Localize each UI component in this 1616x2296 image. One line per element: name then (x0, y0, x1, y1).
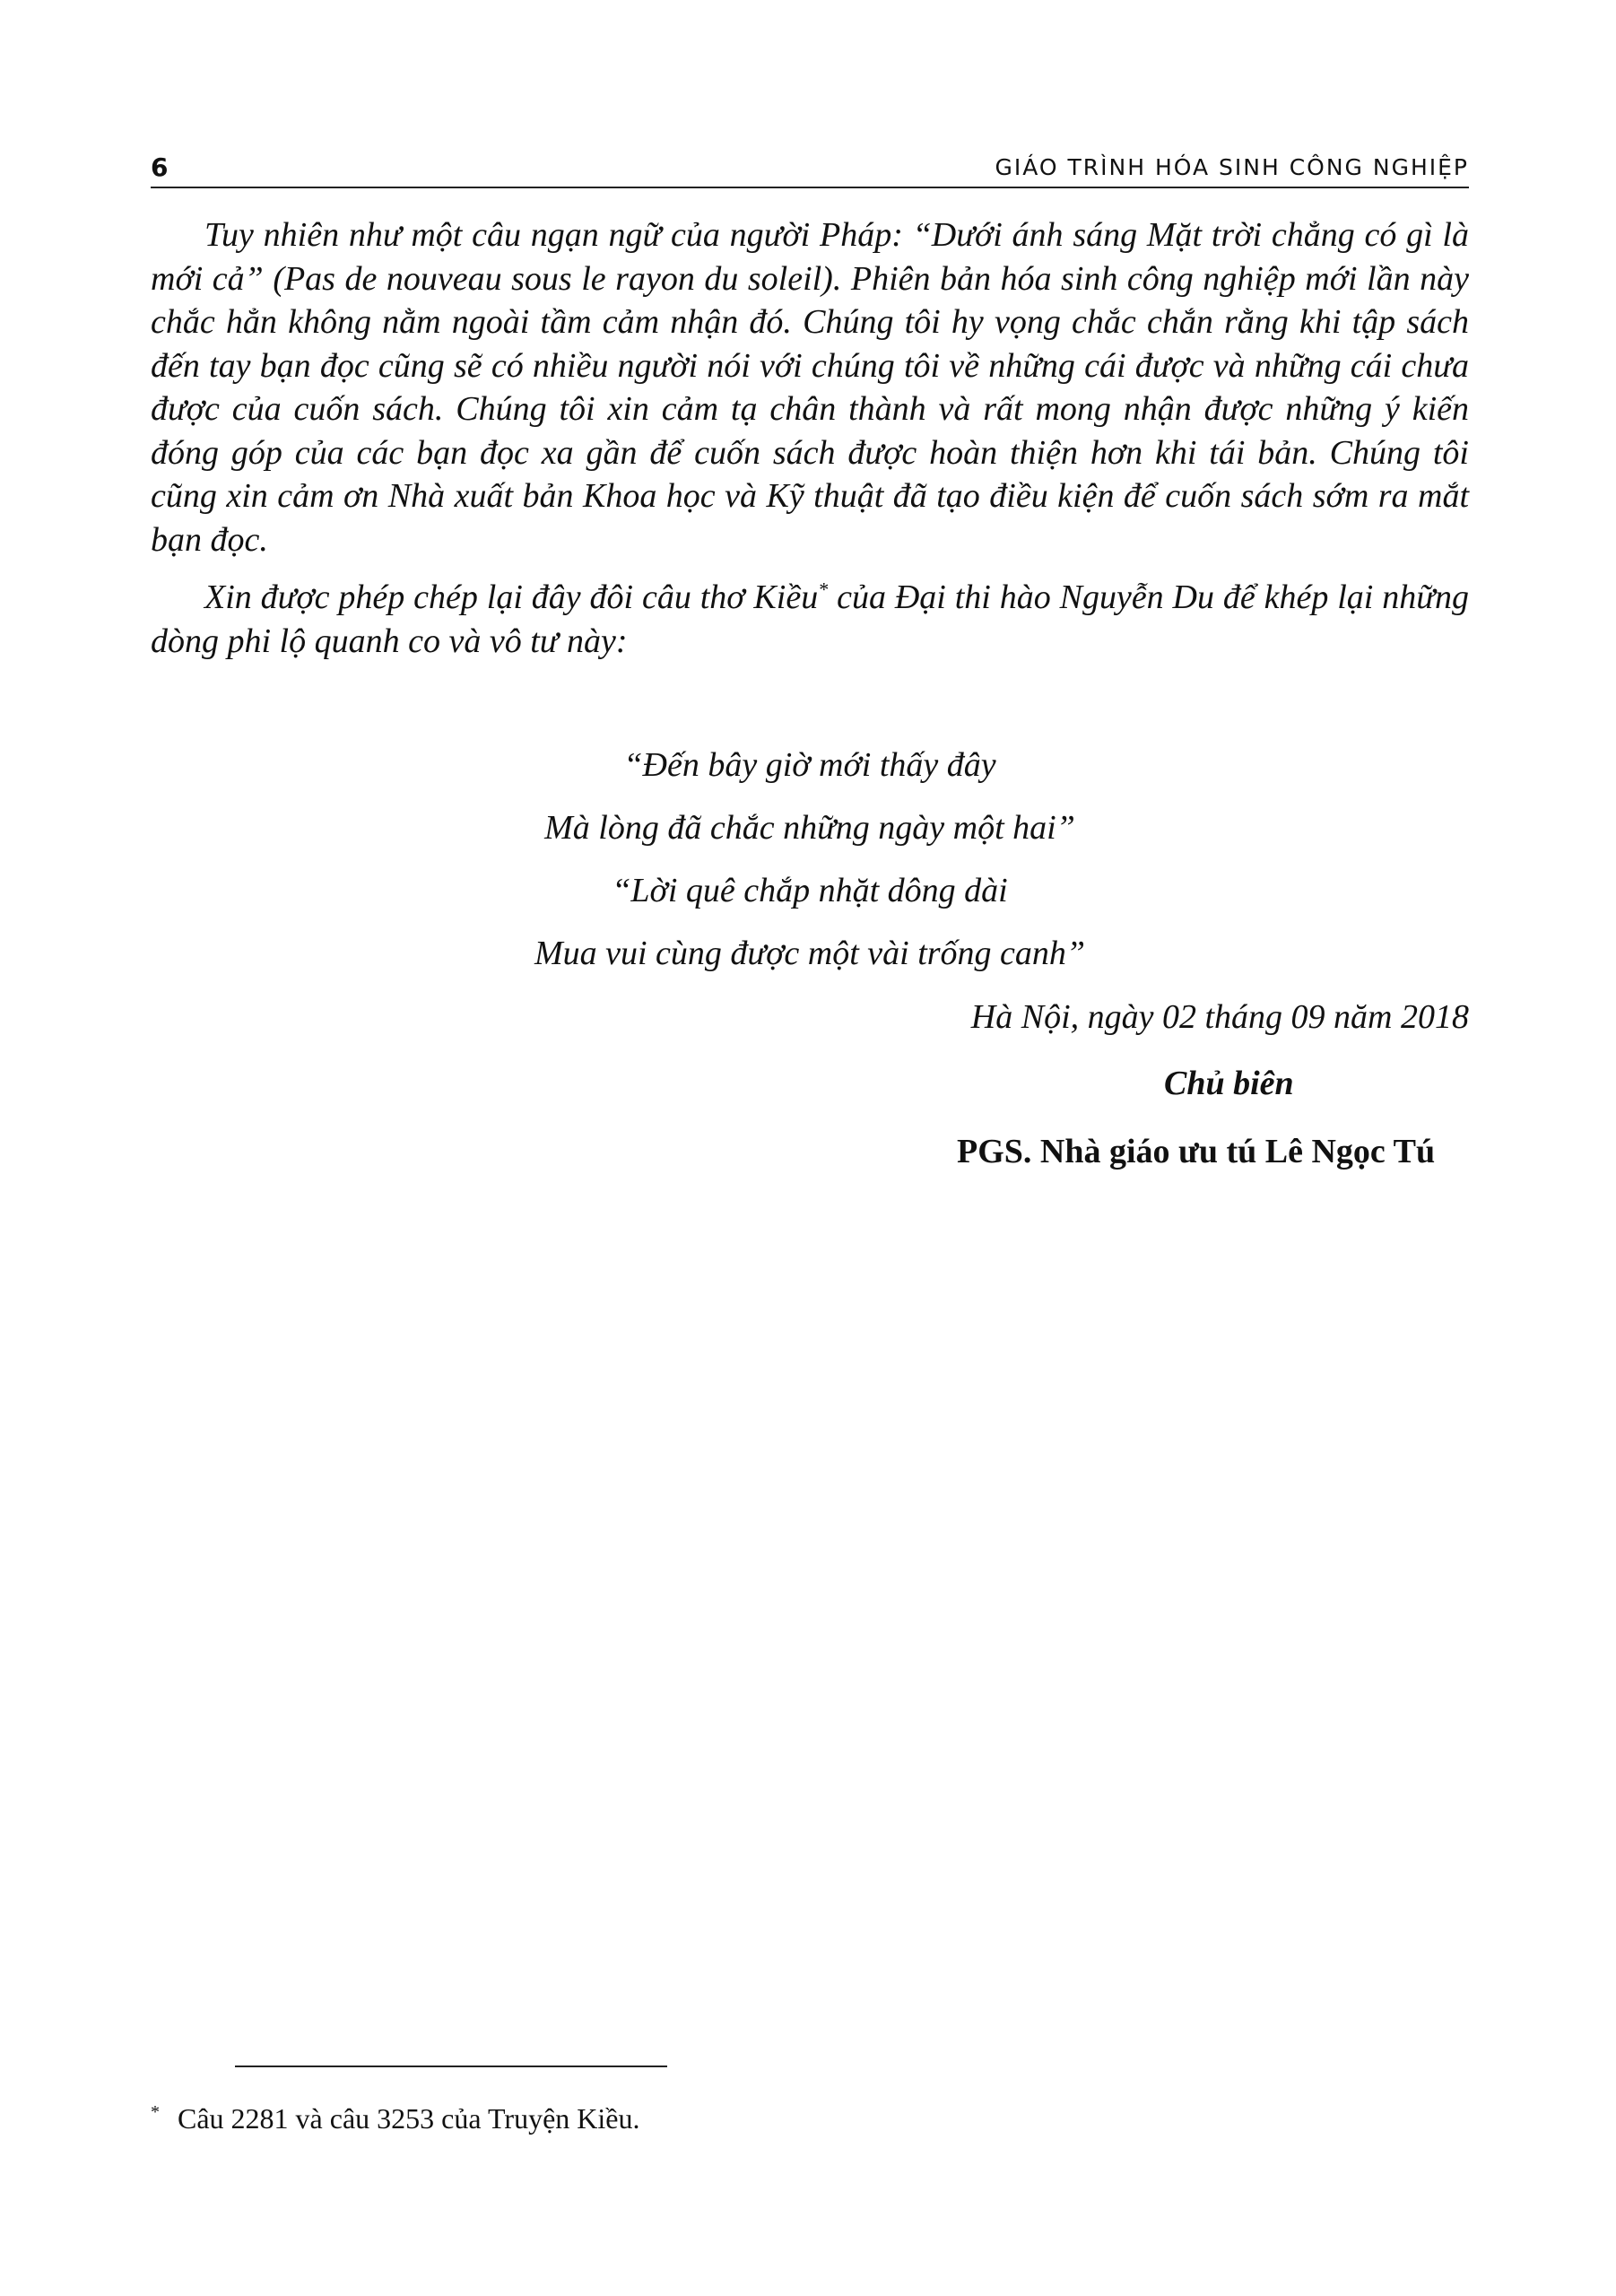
page-number: 6 (151, 152, 169, 182)
poem-line: Mua vui cùng được một vài trống canh” (534, 935, 1086, 972)
footnote (151, 2102, 639, 2135)
paragraph-2-text-end: của Đại thi hào Nguyễn Du để khép lại những dòng phi lộ quanh co và vô tư này: (151, 578, 1469, 660)
paragraph-1: Tuy nhiên như một câu ngạn ngữ của người Pháp: “Dưới ánh sáng Mặt trời chẳng có gì là mới cả” (Pas de nouveau sous le rayon du soleil). Phiên bản hóa sinh công nghiệp mới lần này chắc hẳn không nằm ngoài tầm cảm nhận đó. Chúng tôi hy vọng chắc chắn rằng khi tập sách đến tay bạn đọc cũng sẽ có nhiều người nói với chúng tôi về những cái được và những cái chưa được của cuốn sách. Chúng tôi xin cảm tạ chân thành và rất mong nhận được những ý kiến đóng góp của các bạn đọc xa gần để cuốn sách được hoàn thiện hơn khi tái bản. Chúng tôi cũng xin cảm ơn Nhà xuất bản Khoa học và Kỹ thuật đã tạo điều kiện để cuốn sách sớm ra mắt bạn đọc. (151, 216, 1469, 559)
poem-line: “Lời quê chắp nhặt dông dài (612, 872, 1008, 909)
poem-line: Mà lòng đã chắc những ngày một hai” (544, 809, 1075, 847)
footnote-text: Câu 2281 và câu 3253 của Truyện Kiều. (178, 2102, 640, 2135)
body-text (151, 213, 1469, 663)
footnote-marker: * (151, 2102, 160, 2122)
page-header (151, 151, 1469, 188)
editor-role: Chủ biên (1164, 1065, 1294, 1102)
paragraph-2 (151, 576, 1469, 663)
footnote-divider (235, 2066, 667, 2067)
running-title: GIÁO TRÌNH HÓA SINH CÔNG NGHIỆP (995, 154, 1469, 180)
editor-name: PGS. Nhà giáo ưu tú Lê Ngọc Tú (957, 1133, 1436, 1170)
date-line: Hà Nội, ngày 02 tháng 09 năm 2018 (970, 998, 1469, 1036)
poem-line: “Đến bây giờ mới thấy đây (623, 746, 996, 784)
poem-quote (151, 734, 1469, 985)
footnote-reference[interactable]: * (818, 578, 829, 601)
paragraph-2-text-start: Xin được phép chép lại đây đôi câu thơ Kiều (204, 578, 819, 616)
